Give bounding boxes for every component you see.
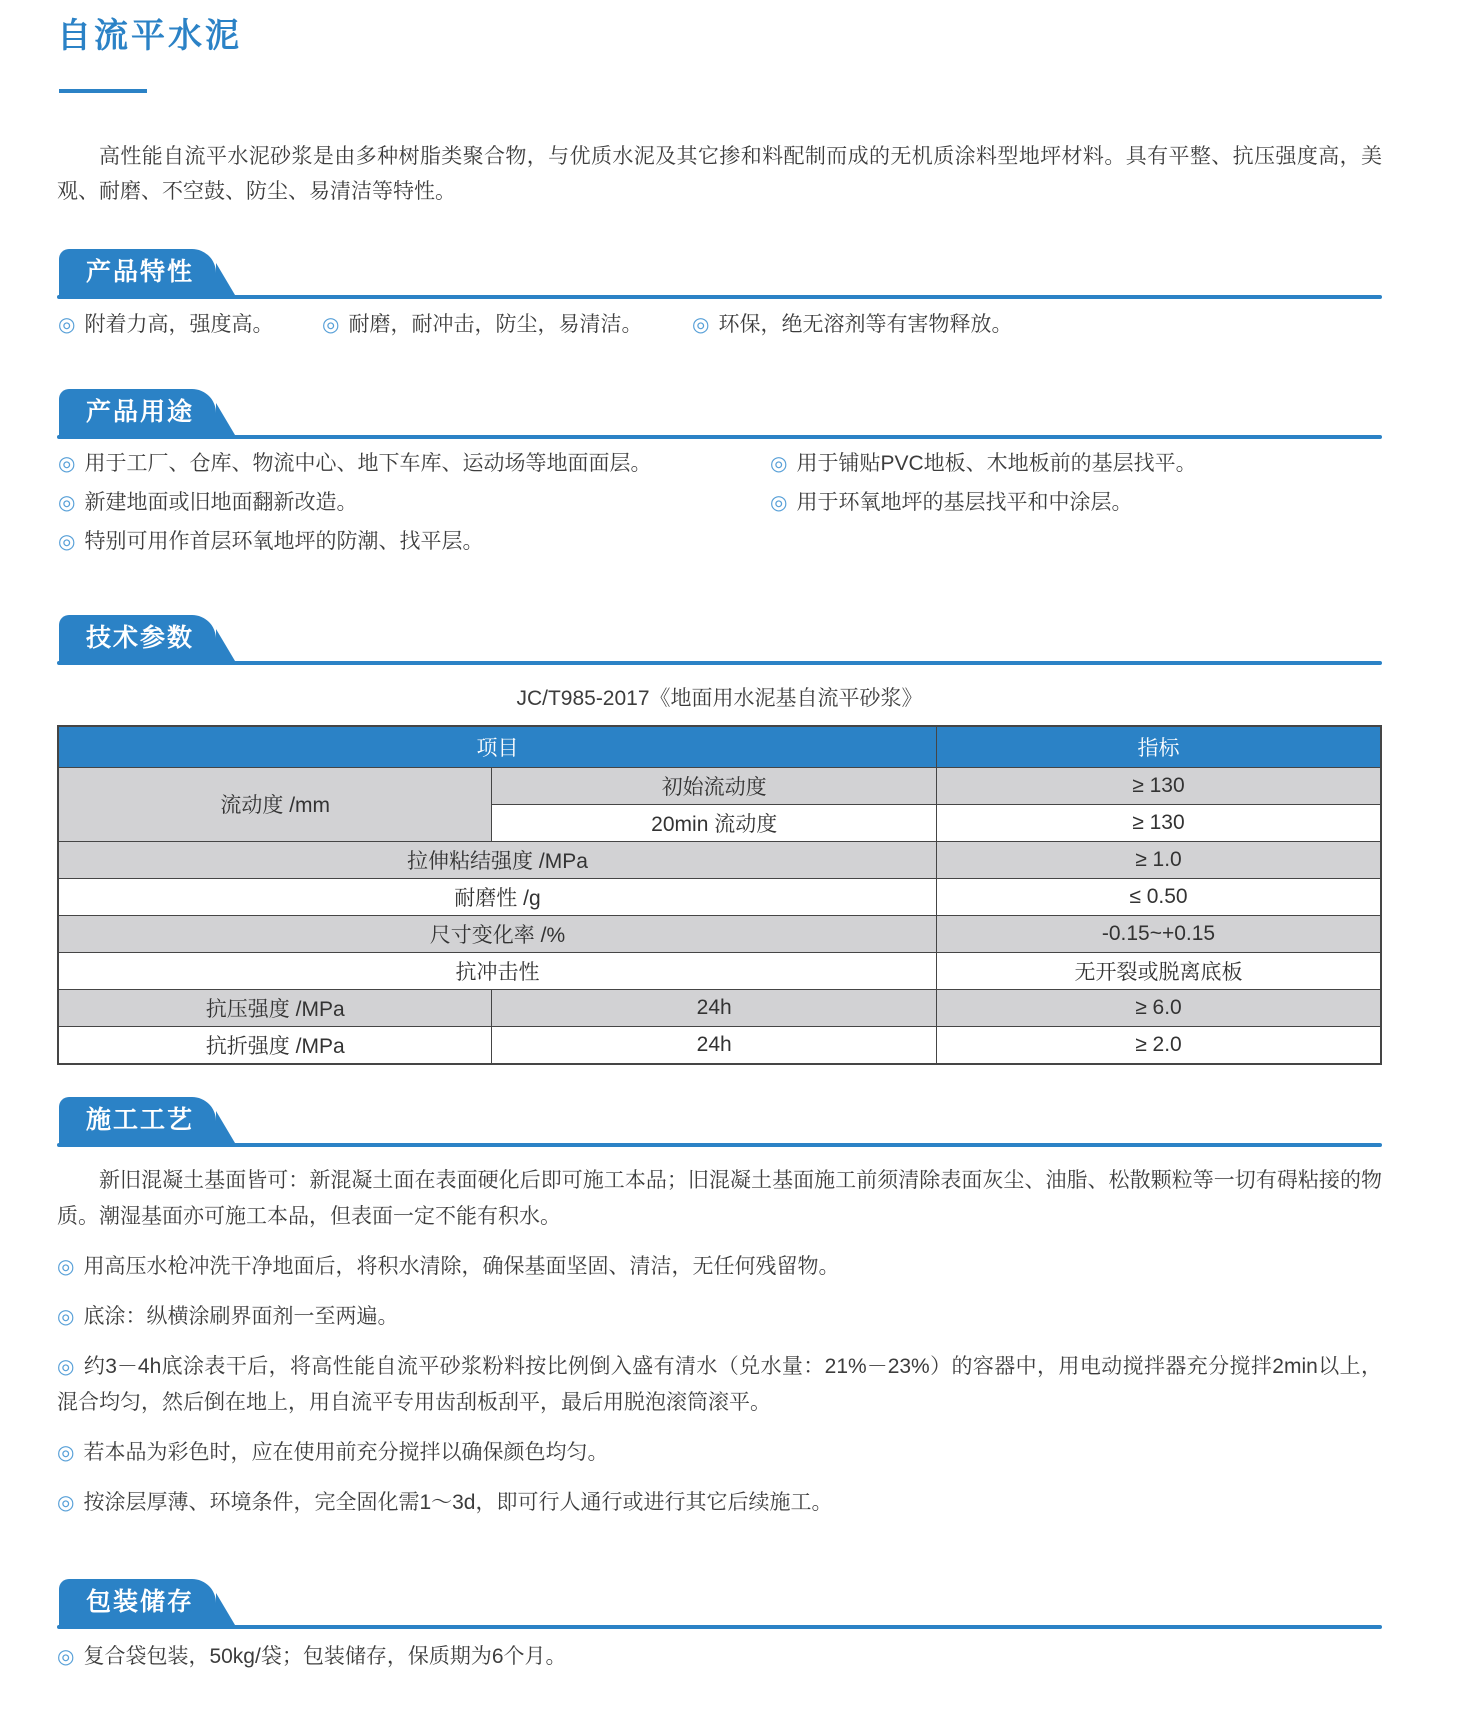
section-heading-uses: [59, 389, 216, 435]
table-header-item: 项目: [58, 726, 936, 768]
cell-value: 无开裂或脱离底板: [936, 952, 1381, 989]
bullet-icon: ◎: [58, 530, 76, 553]
cell-label: 拉伸粘结强度 /MPa: [58, 841, 936, 878]
process-item: [57, 1249, 1382, 1285]
cell-label: 耐磨性 /g: [58, 878, 936, 915]
bullet-icon: ◎: [57, 1255, 75, 1278]
bullet-icon: ◎: [322, 313, 340, 336]
feature-item: [58, 313, 322, 337]
cell-label: 抗冲击性: [58, 952, 936, 989]
section-divider: [57, 661, 1382, 665]
uses-left-column: [58, 452, 770, 569]
section-tech: [57, 615, 1382, 1065]
uses-right-column: [770, 452, 1382, 569]
process-paragraph: 新旧混凝土基面皆可：新混凝土面在表面硬化后即可施工本品；旧混凝土基面施工前须清除表面灰尘、油脂、松散颗粒等一切有碍粘接的物质。潮湿基面亦可施工本品，但表面一定不能有积水。: [57, 1168, 1382, 1228]
cell-sub-label: 24h: [492, 989, 937, 1026]
packing-row: [57, 1629, 1382, 1669]
section-heading-features: [59, 249, 216, 295]
bullet-icon: ◎: [57, 1305, 75, 1328]
cell-label: 尺寸变化率 /%: [58, 915, 936, 952]
bullet-icon: ◎: [770, 491, 788, 514]
table-caption: JC/T985-2017《地面用水泥基自流平砂浆》: [516, 686, 923, 710]
cell-group-label: 流动度 /mm: [58, 767, 492, 841]
cell-label: 抗压强度 /MPa: [58, 989, 492, 1026]
uses-grid: [57, 439, 1382, 569]
use-item-text: 特别可用作首层环氧地坪的防潮、找平层。: [84, 529, 484, 553]
process-item-text: 用高压水枪冲洗干净地面后，将积水清除，确保基面坚固、清洁，无任何残留物。: [83, 1254, 840, 1278]
use-item: [58, 530, 770, 554]
table-row: [58, 767, 1381, 804]
section-heading-packing: [59, 1579, 216, 1625]
table-row: [58, 841, 1381, 878]
section-packing: [57, 1579, 1382, 1669]
packing-item-text: 复合袋包装，50kg/袋；包装储存，保质期为6个月。: [83, 1644, 567, 1668]
section-uses: [57, 389, 1382, 569]
process-item-text: 底涂：纵横涂刷界面剂一至两遍。: [83, 1304, 399, 1328]
table-row: [58, 915, 1381, 952]
cell-value: ≥ 130: [936, 804, 1381, 841]
process-item-text: 约3－4h底涂表干后，将高性能自流平砂浆粉料按比例倒入盛有清水（兑水量：21%－23%）的容器中，用电动搅拌器充分搅拌2min以上，混合均匀，然后倒在地上，用自流平专用齿刮板刮平，最后用脱泡滚筒滚平。: [57, 1354, 1382, 1414]
use-item-text: 用于工厂、仓库、物流中心、地下车库、运动场等地面面层。: [84, 451, 652, 475]
cell-value: ≥ 130: [936, 767, 1381, 804]
section-heading-label: 产品用途: [86, 397, 195, 426]
use-item-text: 新建地面或旧地面翻新改造。: [84, 490, 358, 514]
feature-item-text: 环保，绝无溶剂等有害物释放。: [718, 312, 1013, 336]
cell-value: -0.15~+0.15: [936, 915, 1381, 952]
section-heading-label: 产品特性: [86, 257, 195, 286]
features-row: [57, 299, 1382, 337]
cell-label: 抗折强度 /MPa: [58, 1026, 492, 1064]
use-item: [770, 491, 1382, 515]
process-item: [57, 1435, 1382, 1471]
feature-item: [692, 313, 1012, 337]
bullet-icon: ◎: [58, 491, 76, 514]
section-heading-label: 技术参数: [86, 623, 195, 652]
cell-sub-label: 初始流动度: [492, 767, 937, 804]
feature-item: [322, 313, 692, 337]
table-header-index: 指标: [936, 726, 1381, 768]
bullet-icon: ◎: [58, 452, 76, 475]
process-item: [57, 1299, 1382, 1335]
bullet-icon: ◎: [770, 452, 788, 475]
process-item: [57, 1485, 1382, 1521]
table-header-row: [58, 726, 1381, 768]
cell-value: ≥ 2.0: [936, 1026, 1381, 1064]
use-item: [58, 452, 770, 476]
table-row: [58, 952, 1381, 989]
bullet-icon: ◎: [58, 313, 76, 336]
title-underline: [59, 89, 147, 93]
section-features: [57, 249, 1382, 337]
cell-value: ≥ 1.0: [936, 841, 1381, 878]
bullet-icon: ◎: [692, 313, 710, 336]
spec-table: [57, 725, 1382, 1065]
table-row: [58, 878, 1381, 915]
use-item-text: 用于铺贴PVC地板、木地板前的基层找平。: [796, 451, 1197, 475]
bullet-icon: ◎: [57, 1491, 75, 1514]
section-process: [57, 1097, 1382, 1521]
feature-item-text: 附着力高，强度高。: [84, 312, 274, 336]
packing-item: [57, 1645, 1382, 1669]
bullet-icon: ◎: [57, 1441, 75, 1464]
section-divider: [57, 1143, 1382, 1147]
table-row: [58, 1026, 1381, 1064]
cell-value: ≤ 0.50: [936, 878, 1381, 915]
use-item-text: 用于环氧地坪的基层找平和中涂层。: [796, 490, 1133, 514]
intro-paragraph: 高性能自流平水泥砂浆是由多种树脂类聚合物，与优质水泥及其它掺和料配制而成的无机质涂料型地坪材料。具有平整、抗压强度高，美观、耐磨、不空鼓、防尘、易清洁等特性。: [57, 144, 1382, 203]
section-heading-process: [59, 1097, 216, 1143]
bullet-icon: ◎: [57, 1645, 75, 1668]
section-heading-label: 包装储存: [86, 1587, 195, 1616]
section-heading-label: 施工工艺: [86, 1105, 195, 1134]
use-item: [58, 491, 770, 515]
cell-sub-label: 24h: [492, 1026, 937, 1064]
use-item: [770, 452, 1382, 476]
table-row: [58, 989, 1381, 1026]
process-item-text: 若本品为彩色时，应在使用前充分搅拌以确保颜色均匀。: [83, 1440, 609, 1464]
section-heading-tech: [59, 615, 216, 661]
cell-sub-label: 20min 流动度: [492, 804, 937, 841]
page-title: 自流平水泥: [57, 17, 242, 55]
feature-item-text: 耐磨，耐冲击，防尘，易清洁。: [348, 312, 643, 336]
process-item-text: 按涂层厚薄、环境条件，完全固化需1～3d，即可行人通行或进行其它后续施工。: [83, 1490, 833, 1514]
bullet-icon: ◎: [57, 1355, 75, 1378]
process-item: [57, 1349, 1382, 1421]
cell-value: ≥ 6.0: [936, 989, 1381, 1026]
